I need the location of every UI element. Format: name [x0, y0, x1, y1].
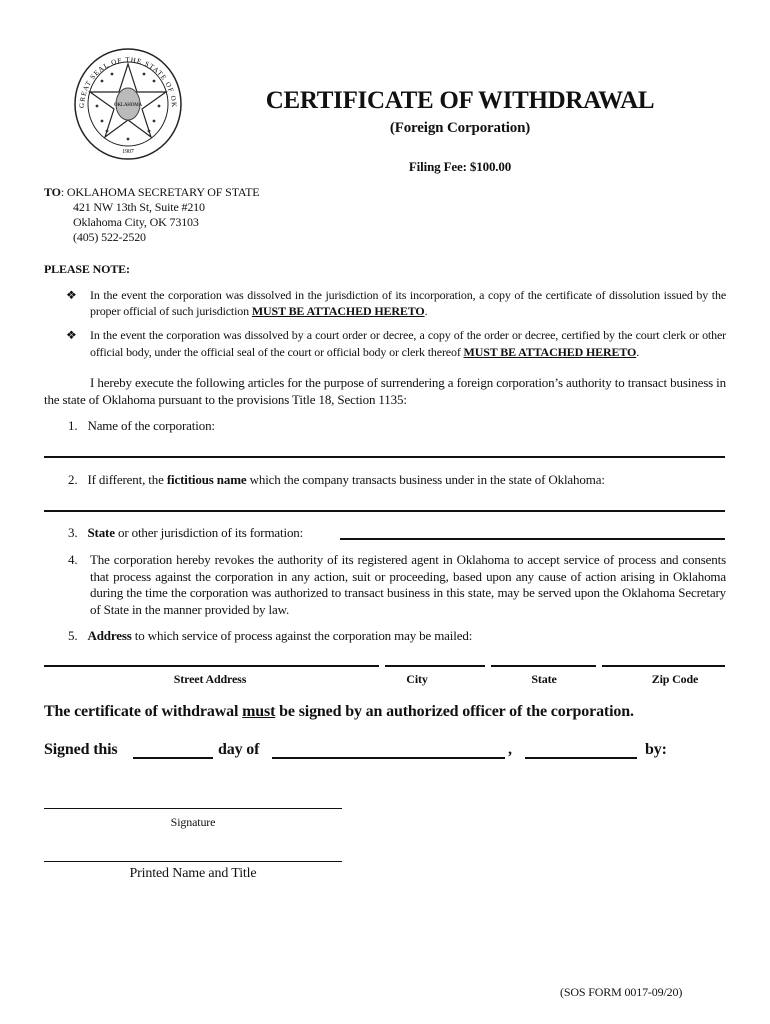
state-of-formation-field[interactable]	[340, 538, 725, 540]
seal-center-text: OKLAHOMA	[114, 103, 142, 108]
requirement-text: The certificate of withdrawal	[44, 703, 243, 720]
requirement-text: be signed by an authorized officer of the corporation.	[275, 703, 634, 720]
zip-code-label: Zip Code	[651, 672, 699, 686]
item-1	[68, 418, 215, 434]
seal-year: 1907	[122, 149, 134, 155]
item-label-bold: Address	[87, 628, 132, 643]
item-5	[68, 628, 472, 644]
note-end: .	[636, 345, 640, 359]
item-4	[68, 552, 726, 618]
recipient-phone: (405) 522-2520	[73, 230, 146, 244]
city-label: City	[406, 672, 428, 686]
note-end: .	[424, 304, 428, 318]
state-field[interactable]	[491, 665, 596, 667]
note-text: In the event the corporation was dissolved in the jurisdiction of its incorporation, a copy of the certificate of dissolution issued by the proper official of such jurisdiction	[90, 288, 726, 318]
zip-code-field[interactable]	[602, 665, 725, 667]
by-label: by:	[645, 741, 667, 758]
to-label: TO	[44, 185, 61, 199]
signature-field[interactable]	[44, 808, 342, 809]
day-field[interactable]	[133, 757, 213, 759]
item-label: which the company transacts business under in the state of Oklahoma:	[246, 472, 605, 487]
item-label: Name of the corporation:	[87, 418, 215, 433]
note-text: In the event the corporation was dissolved by a court order or decree, a copy of the order or decree, certified by the court clerk or other official body, under the official seal of the court or official body or clerk thereof	[90, 328, 726, 359]
street-address-field[interactable]	[44, 665, 379, 667]
item-text: The corporation hereby revokes the authority of its registered agent in Oklahoma to accept service of process and consents that process against the corporation in any action, suit or proceeding, based upon any cause of action arising in Oklahoma during the time the corporation was authorized to transact business in this state, may be served upon the Oklahoma Secretary of State in the manner provided by law.	[90, 552, 726, 617]
seal-ring-text: GREAT SEAL OF THE STATE OF OK	[77, 55, 179, 109]
diamond-bullet-icon: ❖	[66, 328, 77, 342]
requirement-emphasis: must	[242, 703, 276, 720]
document-title: CERTIFICATE OF WITHDRAWAL	[265, 87, 655, 114]
day-of-label: day of	[218, 741, 260, 758]
must-attach-emphasis: MUST BE ATTACHED HERETO	[251, 304, 425, 318]
item-3	[68, 525, 303, 541]
item-number: 1.	[68, 418, 78, 433]
printed-name-label: Printed Name and Title	[129, 866, 257, 881]
year-field[interactable]	[525, 757, 637, 759]
street-address-label: Street Address	[173, 672, 247, 686]
note-bullet-2	[66, 327, 726, 361]
item-number: 5.	[68, 628, 78, 643]
item-label: or other jurisdiction of its formation:	[114, 525, 304, 540]
month-field[interactable]	[272, 757, 505, 759]
signed-this-label: Signed this	[44, 741, 118, 758]
form-number: (SOS FORM 0017-09/20)	[560, 985, 683, 999]
item-number: 3.	[68, 525, 78, 540]
state-label: State	[531, 672, 557, 686]
item-2	[68, 472, 605, 488]
recipient-address2: Oklahoma City, OK 73103	[73, 215, 199, 229]
item-label: to which service of process against the corporation may be mailed:	[131, 628, 473, 643]
comma: ,	[508, 741, 512, 758]
printed-name-field[interactable]	[44, 861, 342, 862]
filing-fee: Filing Fee: $100.00	[408, 159, 512, 174]
signing-requirement	[44, 703, 634, 721]
item-label-bold: fictitious name	[166, 472, 247, 487]
recipient-address1: 421 NW 13th St, Suite #210	[73, 200, 205, 214]
recipient-block	[44, 185, 259, 245]
signature-label: Signature	[170, 815, 216, 829]
item-number: 4.	[68, 552, 78, 567]
document-subtitle: (Foreign Corporation)	[389, 120, 531, 136]
diamond-bullet-icon: ❖	[66, 288, 77, 302]
item-number: 2.	[68, 472, 78, 487]
corporation-name-field[interactable]	[44, 456, 725, 458]
item-label: If different, the	[87, 472, 167, 487]
please-note-heading: PLEASE NOTE:	[44, 262, 130, 276]
must-attach-emphasis: MUST BE ATTACHED HERETO	[463, 345, 637, 359]
intro-paragraph: I hereby execute the following articles for the purpose of surrendering a foreign corporation’s authority to transact business in the state of Oklahoma pursuant to the provisions Title 18, Section 1135:	[44, 375, 726, 407]
fictitious-name-field[interactable]	[44, 510, 725, 512]
note-bullet-1	[66, 287, 726, 319]
item-label-bold: State	[87, 525, 115, 540]
recipient-name: : OKLAHOMA SECRETARY OF STATE	[60, 185, 260, 199]
city-field[interactable]	[385, 665, 485, 667]
state-seal	[72, 46, 184, 162]
